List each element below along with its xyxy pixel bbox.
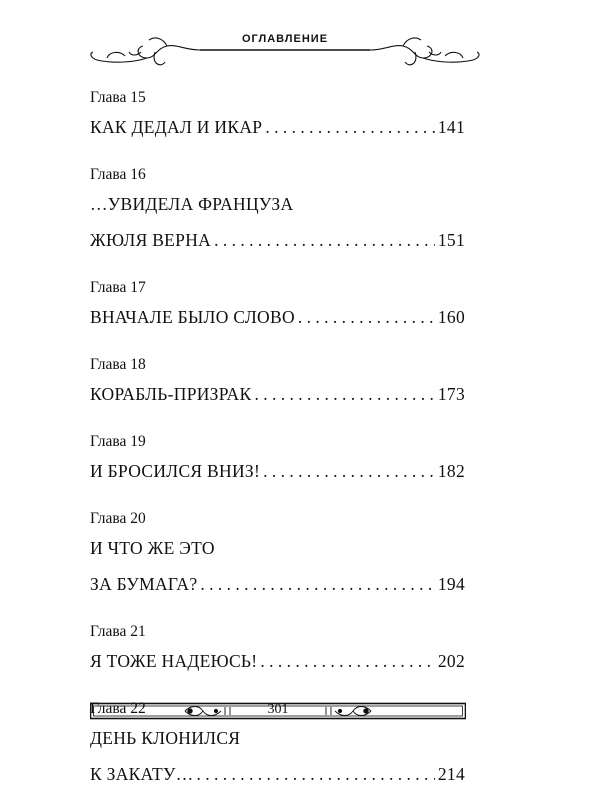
chapter-label: Глава 22 [90, 700, 146, 717]
chapter-title-line [90, 222, 465, 258]
chapter-title: …УВИДЕЛА ФРАНЦУЗА [90, 194, 294, 214]
chapter-page-number: 214 [437, 764, 465, 784]
chapter-page-number: 182 [437, 461, 465, 481]
dot-leader [254, 376, 434, 412]
page-header [85, 30, 485, 80]
chapter-page-number: 160 [437, 307, 465, 327]
page-footer [90, 701, 466, 721]
chapter-label: Глава 17 [90, 279, 146, 296]
chapter-title: КАК ДЕДАЛ И ИКАР [90, 117, 263, 137]
toc-entry [90, 277, 465, 335]
dot-leader [263, 453, 435, 489]
chapter-title: Я ТОЖЕ НАДЕЮСЬ! [90, 651, 258, 671]
chapter-title-line [90, 566, 465, 602]
chapter-title-line [90, 643, 465, 679]
chapter-label: Глава 16 [90, 166, 146, 183]
chapter-page-number: 141 [437, 117, 465, 137]
chapter-title-line [90, 299, 465, 335]
dot-leader [214, 222, 435, 258]
toc-entry [90, 354, 465, 412]
chapter-title: ЗА БУМАГА? [90, 574, 198, 594]
chapter-title: ЖЮЛЯ ВЕРНА [90, 230, 212, 250]
chapter-title-line [90, 720, 465, 756]
chapter-page-number: 173 [437, 384, 465, 404]
chapter-label: Глава 18 [90, 356, 146, 373]
chapter-title: КОРАБЛЬ-ПРИЗРАК [90, 384, 252, 404]
chapter-title: И ЧТО ЖЕ ЭТО [90, 538, 215, 558]
toc-entry [90, 164, 465, 258]
chapter-label: Глава 20 [90, 510, 146, 527]
chapter-title-line [90, 756, 465, 792]
toc-entry [90, 621, 465, 679]
toc-entry [90, 508, 465, 602]
chapter-label: Глава 19 [90, 433, 146, 450]
chapter-title: К ЗАКАТУ… [90, 764, 194, 784]
chapter-label: Глава 21 [90, 623, 146, 640]
toc-entry [90, 431, 465, 489]
header-title: ОГЛАВЛЕНИЕ [241, 33, 329, 45]
chapter-title: И БРОСИЛСЯ ВНИЗ! [90, 461, 261, 481]
toc-entry [90, 87, 465, 145]
dot-leader [197, 756, 435, 792]
dot-leader [200, 566, 434, 602]
chapter-title: ВНАЧАЛЕ БЫЛО СЛОВО [90, 307, 295, 327]
chapter-title-line [90, 530, 465, 566]
chapter-title-line [90, 376, 465, 412]
chapter-page-number: 151 [437, 230, 465, 250]
chapter-title: ДЕНЬ КЛОНИЛСЯ [90, 728, 241, 748]
page-number: 301 [267, 702, 289, 717]
dot-leader [298, 299, 435, 335]
chapter-title-line [90, 186, 465, 222]
chapter-title-line [90, 109, 465, 145]
chapter-page-number: 194 [437, 574, 465, 594]
dot-leader [265, 109, 435, 145]
dot-leader [260, 643, 434, 679]
chapter-page-number: 202 [437, 651, 465, 671]
chapter-title-line [90, 453, 465, 489]
chapter-label: Глава 15 [90, 89, 146, 106]
